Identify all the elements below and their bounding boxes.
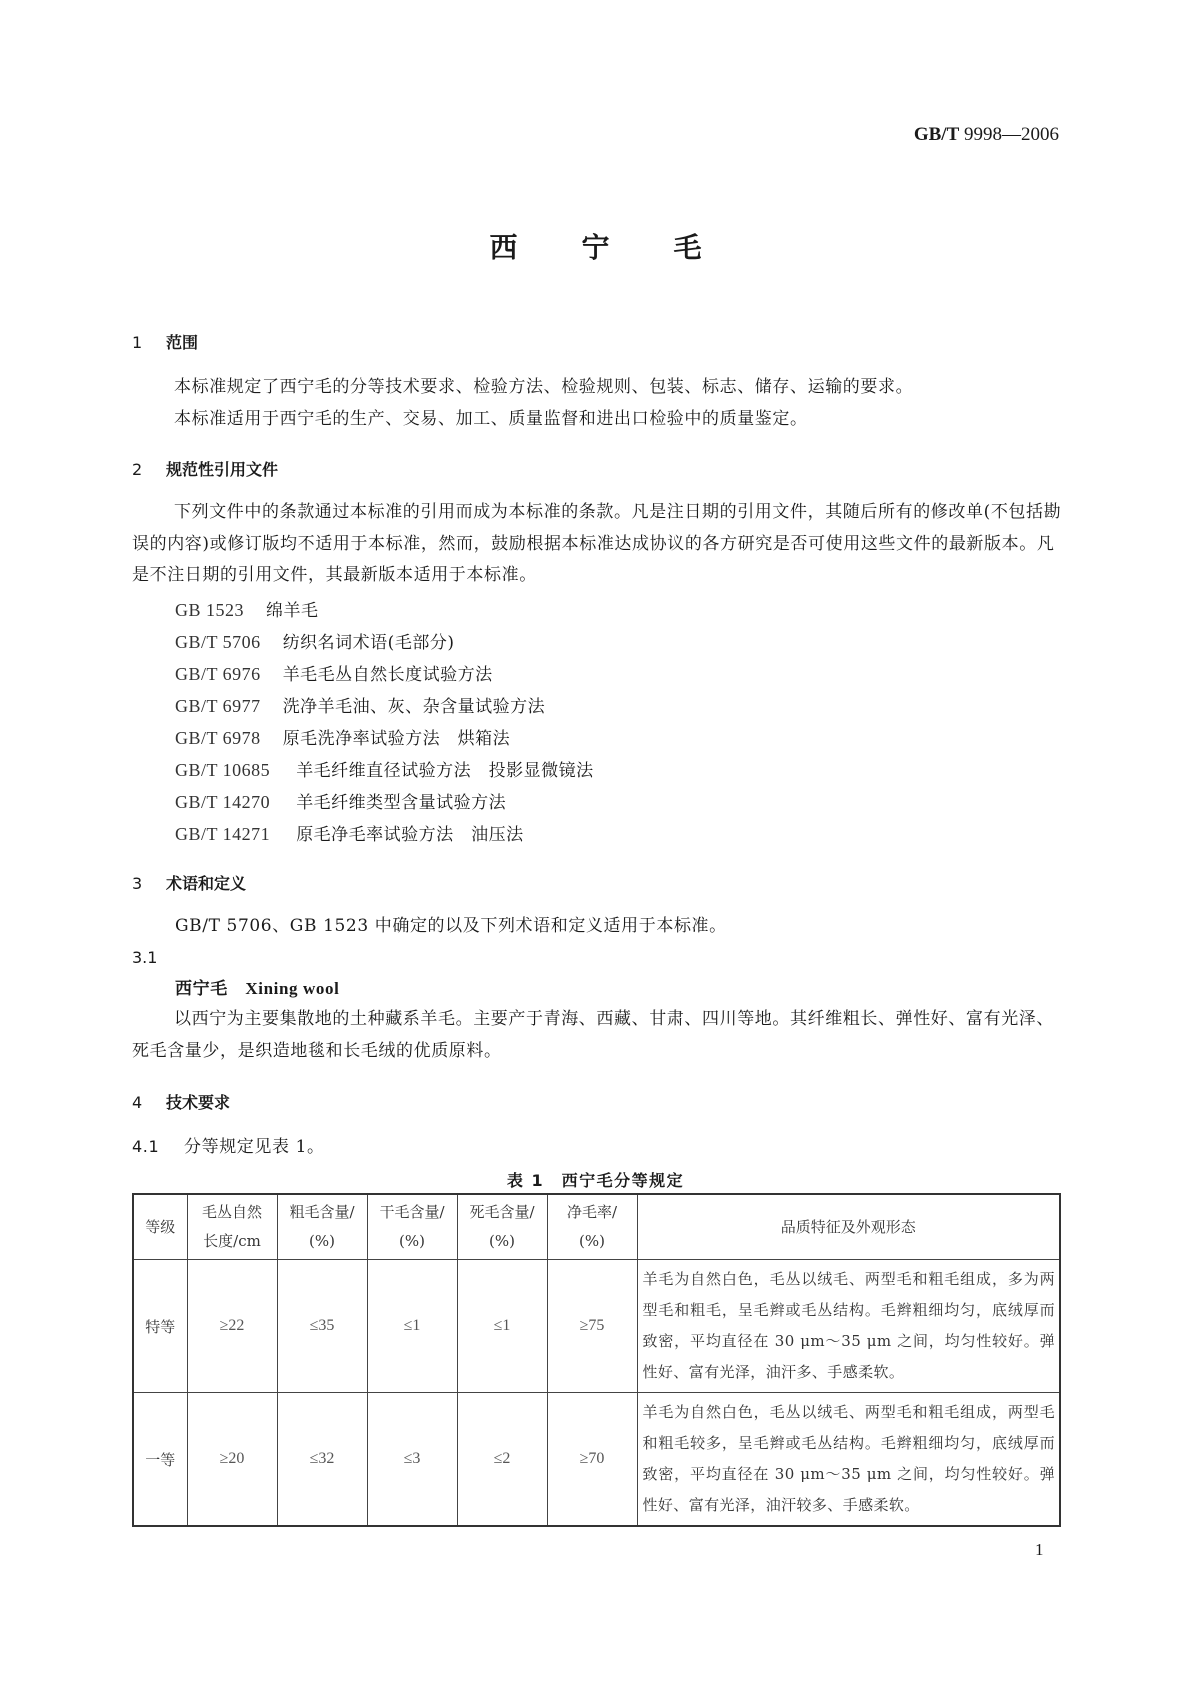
section-number: 1 bbox=[132, 333, 143, 352]
header-line: 长度/cm bbox=[203, 1232, 261, 1250]
term-definition: 以西宁为主要集散地的土种藏系羊毛。主要产于青海、西藏、甘肃、四川等地。其纤维粗长、弹性好、富有光泽、死毛含量少，是织造地毯和长毛绒的优质原料。 bbox=[132, 1009, 1054, 1061]
section-1-paragraph-2: 本标准适用于西宁毛的生产、交易、加工、质量监督和进出口检验中的质量鉴定。 bbox=[174, 409, 808, 429]
cell-dead: ≤1 bbox=[457, 1260, 547, 1393]
reference-item bbox=[175, 724, 510, 749]
section-title: 范围 bbox=[166, 333, 199, 352]
term-chinese: 西宁毛 bbox=[175, 979, 228, 999]
reference-name: 原毛净毛率试验方法 油压法 bbox=[296, 825, 524, 845]
section-1-heading bbox=[132, 330, 198, 353]
table-row bbox=[133, 1260, 1060, 1393]
cell-clean-yield: ≥75 bbox=[547, 1260, 637, 1393]
section-1-paragraph-1: 本标准规定了西宁毛的分等技术要求、检验方法、检验规则、包装、标志、储存、运输的要求。 bbox=[174, 377, 914, 397]
section-number: 2 bbox=[132, 460, 143, 479]
header-line: 毛丛自然 bbox=[201, 1203, 262, 1221]
header-length bbox=[187, 1194, 277, 1260]
header-line: (%) bbox=[579, 1232, 605, 1250]
reference-item bbox=[175, 628, 454, 653]
standard-code: 9998—2006 bbox=[964, 124, 1059, 145]
cell-description: 羊毛为自然白色，毛丛以绒毛、两型毛和粗毛组成，两型毛和粗毛较多，呈毛辫或毛丛结构。毛辫粗细均匀，底绒厚而致密，平均直径在 30 μm～35 μm 之间，均匀性较好。弹性好、富有光泽，油汗较多、手感柔软。 bbox=[637, 1393, 1060, 1527]
reference-name: 羊毛毛丛自然长度试验方法 bbox=[282, 665, 493, 685]
cell-clean-yield: ≥70 bbox=[547, 1393, 637, 1527]
reference-item bbox=[175, 692, 545, 717]
section-3-heading bbox=[132, 871, 246, 894]
reference-code: GB/T 6977 bbox=[175, 696, 261, 716]
subsection-4-1 bbox=[132, 1131, 1062, 1164]
cell-dry: ≤3 bbox=[367, 1393, 457, 1527]
table-header-row bbox=[133, 1194, 1060, 1260]
grading-table bbox=[132, 1193, 1061, 1527]
reference-item bbox=[175, 756, 594, 781]
reference-name: 纺织名词术语(毛部分) bbox=[282, 633, 455, 653]
cell-dry: ≤1 bbox=[367, 1260, 457, 1393]
reference-code: GB/T 6976 bbox=[175, 664, 261, 684]
standard-number bbox=[914, 124, 1059, 146]
reference-code: GB/T 6978 bbox=[175, 728, 261, 748]
reference-item bbox=[175, 820, 524, 845]
subsection-number: 4.1 bbox=[132, 1137, 160, 1156]
cell-coarse: ≤32 bbox=[277, 1393, 367, 1527]
page-number: 1 bbox=[1035, 1540, 1044, 1559]
header-line: 死毛含量/ bbox=[469, 1203, 535, 1221]
header-dead bbox=[457, 1194, 547, 1260]
subsection-text: 分等规定见表 1。 bbox=[184, 1137, 325, 1157]
header-line: (%) bbox=[489, 1232, 515, 1250]
header-line: 净毛率/ bbox=[566, 1203, 618, 1221]
header-line: (%) bbox=[399, 1232, 425, 1250]
header-line: 粗毛含量/ bbox=[289, 1203, 355, 1221]
reference-name: 羊毛纤维类型含量试验方法 bbox=[296, 793, 507, 813]
section-3-paragraph: GB/T 5706、GB 1523 中确定的以及下列术语和定义适用于本标准。 bbox=[175, 916, 727, 936]
reference-code: GB/T 10685 bbox=[175, 760, 271, 780]
reference-code: GB/T 14270 bbox=[175, 792, 271, 812]
section-number: 4 bbox=[132, 1093, 143, 1112]
cell-dead: ≤2 bbox=[457, 1393, 547, 1527]
reference-item bbox=[175, 788, 506, 813]
header-grade: 等级 bbox=[133, 1194, 187, 1260]
cell-length: ≥20 bbox=[187, 1393, 277, 1527]
reference-item bbox=[175, 660, 493, 685]
table-row bbox=[133, 1393, 1060, 1527]
reference-code: GB/T 14271 bbox=[175, 824, 271, 844]
cell-grade: 一等 bbox=[133, 1393, 187, 1527]
section-title: 规范性引用文件 bbox=[166, 460, 279, 479]
standard-prefix: GB/T bbox=[913, 124, 960, 145]
cell-description: 羊毛为自然白色，毛丛以绒毛、两型毛和粗毛组成，多为两型毛和粗毛，呈毛辫或毛丛结构。毛辫粗细均匀，底绒厚而致密，平均直径在 30 μm～35 μm 之间，均匀性较好。弹性好、富有光泽，油汗多、手感柔软。 bbox=[637, 1260, 1060, 1393]
section-2-paragraph: 下列文件中的条款通过本标准的引用而成为本标准的条款。凡是注日期的引用文件，其随后所有的修改单(不包括勘误的内容)或修订版均不适用于本标准，然而，鼓励根据本标准达成协议的各方研究是否可使用这些文件的最新版本。凡是不注日期的引用文件，其最新版本适用于本标准。 bbox=[132, 502, 1062, 585]
reference-code: GB 1523 bbox=[175, 600, 245, 620]
reference-name: 原毛洗净率试验方法 烘箱法 bbox=[282, 729, 511, 749]
header-line: 干毛含量/ bbox=[379, 1203, 445, 1221]
table-caption: 表 1 西宁毛分等规定 bbox=[506, 1171, 685, 1190]
header-dry bbox=[367, 1194, 457, 1260]
reference-name: 羊毛纤维直径试验方法 投影显微镜法 bbox=[296, 761, 594, 781]
header-description: 品质特征及外观形态 bbox=[637, 1194, 1060, 1260]
reference-code: GB/T 5706 bbox=[175, 632, 261, 652]
term-english: Xining wool bbox=[245, 979, 340, 998]
cell-grade: 特等 bbox=[133, 1260, 187, 1393]
header-coarse bbox=[277, 1194, 367, 1260]
section-title: 术语和定义 bbox=[166, 874, 247, 893]
reference-item bbox=[175, 596, 319, 621]
header-clean-yield bbox=[547, 1194, 637, 1260]
reference-name: 洗净羊毛油、灰、杂含量试验方法 bbox=[282, 697, 546, 717]
reference-name: 绵羊毛 bbox=[266, 601, 319, 621]
cell-coarse: ≤35 bbox=[277, 1260, 367, 1393]
header-line: (%) bbox=[309, 1232, 335, 1250]
term-entry bbox=[175, 973, 1055, 1006]
section-4-heading bbox=[132, 1090, 230, 1113]
page-title: 西宁毛 bbox=[489, 231, 766, 264]
section-title: 技术要求 bbox=[166, 1093, 231, 1112]
subsection-3-1-number: 3.1 bbox=[132, 948, 158, 967]
section-2-heading bbox=[132, 457, 278, 480]
cell-length: ≥22 bbox=[187, 1260, 277, 1393]
section-number: 3 bbox=[132, 874, 143, 893]
